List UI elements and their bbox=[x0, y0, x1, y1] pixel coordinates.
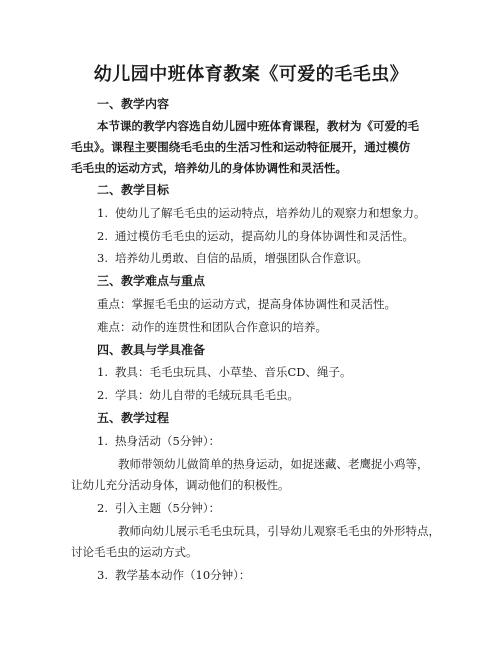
list-number: 1. bbox=[97, 434, 108, 448]
list-number: 2. bbox=[97, 229, 108, 243]
list-text: 通过模仿毛毛虫的运动，提高幼儿的身体协调性和灵活性。 bbox=[115, 229, 414, 243]
paragraph-line: 毛虫》。课程主要围绕毛毛虫的生活习性和运动特征展开，通过模仿 bbox=[71, 140, 411, 154]
paragraph-line: 教师向幼儿展示毛毛虫玩具，引导幼儿观察毛毛虫的外形特点， bbox=[118, 524, 440, 538]
list-text: 引入主题（5分钟）： bbox=[115, 501, 221, 515]
paragraph-line: 本节课的教学内容选自幼儿园中班体育课程，教材为《可爱的毛 bbox=[97, 119, 419, 133]
list-item bbox=[97, 250, 368, 266]
list-number: 3. bbox=[97, 251, 108, 265]
list-text: 培养幼儿勇敢、自信的品质，增强团队合作意识。 bbox=[115, 251, 368, 265]
list-item bbox=[97, 205, 426, 221]
list-number: 1. bbox=[97, 206, 108, 220]
list-number: 2. bbox=[97, 501, 108, 515]
section-heading-process: 五、教学过程 bbox=[97, 411, 170, 425]
difficulty-line: 难点：动作的连贯性和团队合作意识的培养。 bbox=[97, 320, 327, 334]
paragraph-line: 教师带领幼儿做简单的热身运动，如捉迷藏、老鹰捉小鸡等， bbox=[118, 457, 429, 471]
list-text: 教具：毛毛虫玩具、小草垫、音乐CD、绳子。 bbox=[115, 365, 352, 379]
document-title: 幼儿园中班体育教案《可爱的毛毛虫》 bbox=[93, 64, 409, 85]
paragraph-line: 让幼儿充分活动身体，调动他们的积极性。 bbox=[71, 478, 290, 492]
list-number: 2. bbox=[97, 388, 108, 402]
list-text: 学具：幼儿自带的毛绒玩具毛毛虫。 bbox=[115, 388, 299, 402]
list-number: 1. bbox=[97, 365, 108, 379]
list-item bbox=[97, 567, 250, 583]
section-heading-materials: 四、教具与学具准备 bbox=[97, 343, 206, 357]
list-item bbox=[97, 500, 220, 516]
paragraph-line: 讨论毛毛虫的运动方式。 bbox=[71, 545, 198, 559]
list-text: 教学基本动作（10分钟）： bbox=[115, 568, 251, 582]
key-point-line: 重点：掌握毛毛虫的运动方式，提高身体协调性和灵活性。 bbox=[97, 297, 396, 311]
list-item bbox=[97, 228, 414, 244]
list-item bbox=[97, 364, 352, 380]
section-heading-content: 一、教学内容 bbox=[97, 97, 170, 111]
section-heading-key-points: 三、教学难点与重点 bbox=[97, 274, 206, 288]
section-heading-objectives: 二、教学目标 bbox=[97, 183, 170, 197]
list-item bbox=[97, 433, 220, 449]
list-text: 使幼儿了解毛毛虫的运动特点，培养幼儿的观察力和想象力。 bbox=[115, 206, 426, 220]
paragraph-line: 毛毛虫的运动方式，培养幼儿的身体协调性和灵活性。 bbox=[71, 161, 347, 175]
list-number: 3. bbox=[97, 568, 108, 582]
list-text: 热身活动（5分钟）： bbox=[115, 434, 221, 448]
list-item bbox=[97, 387, 299, 403]
